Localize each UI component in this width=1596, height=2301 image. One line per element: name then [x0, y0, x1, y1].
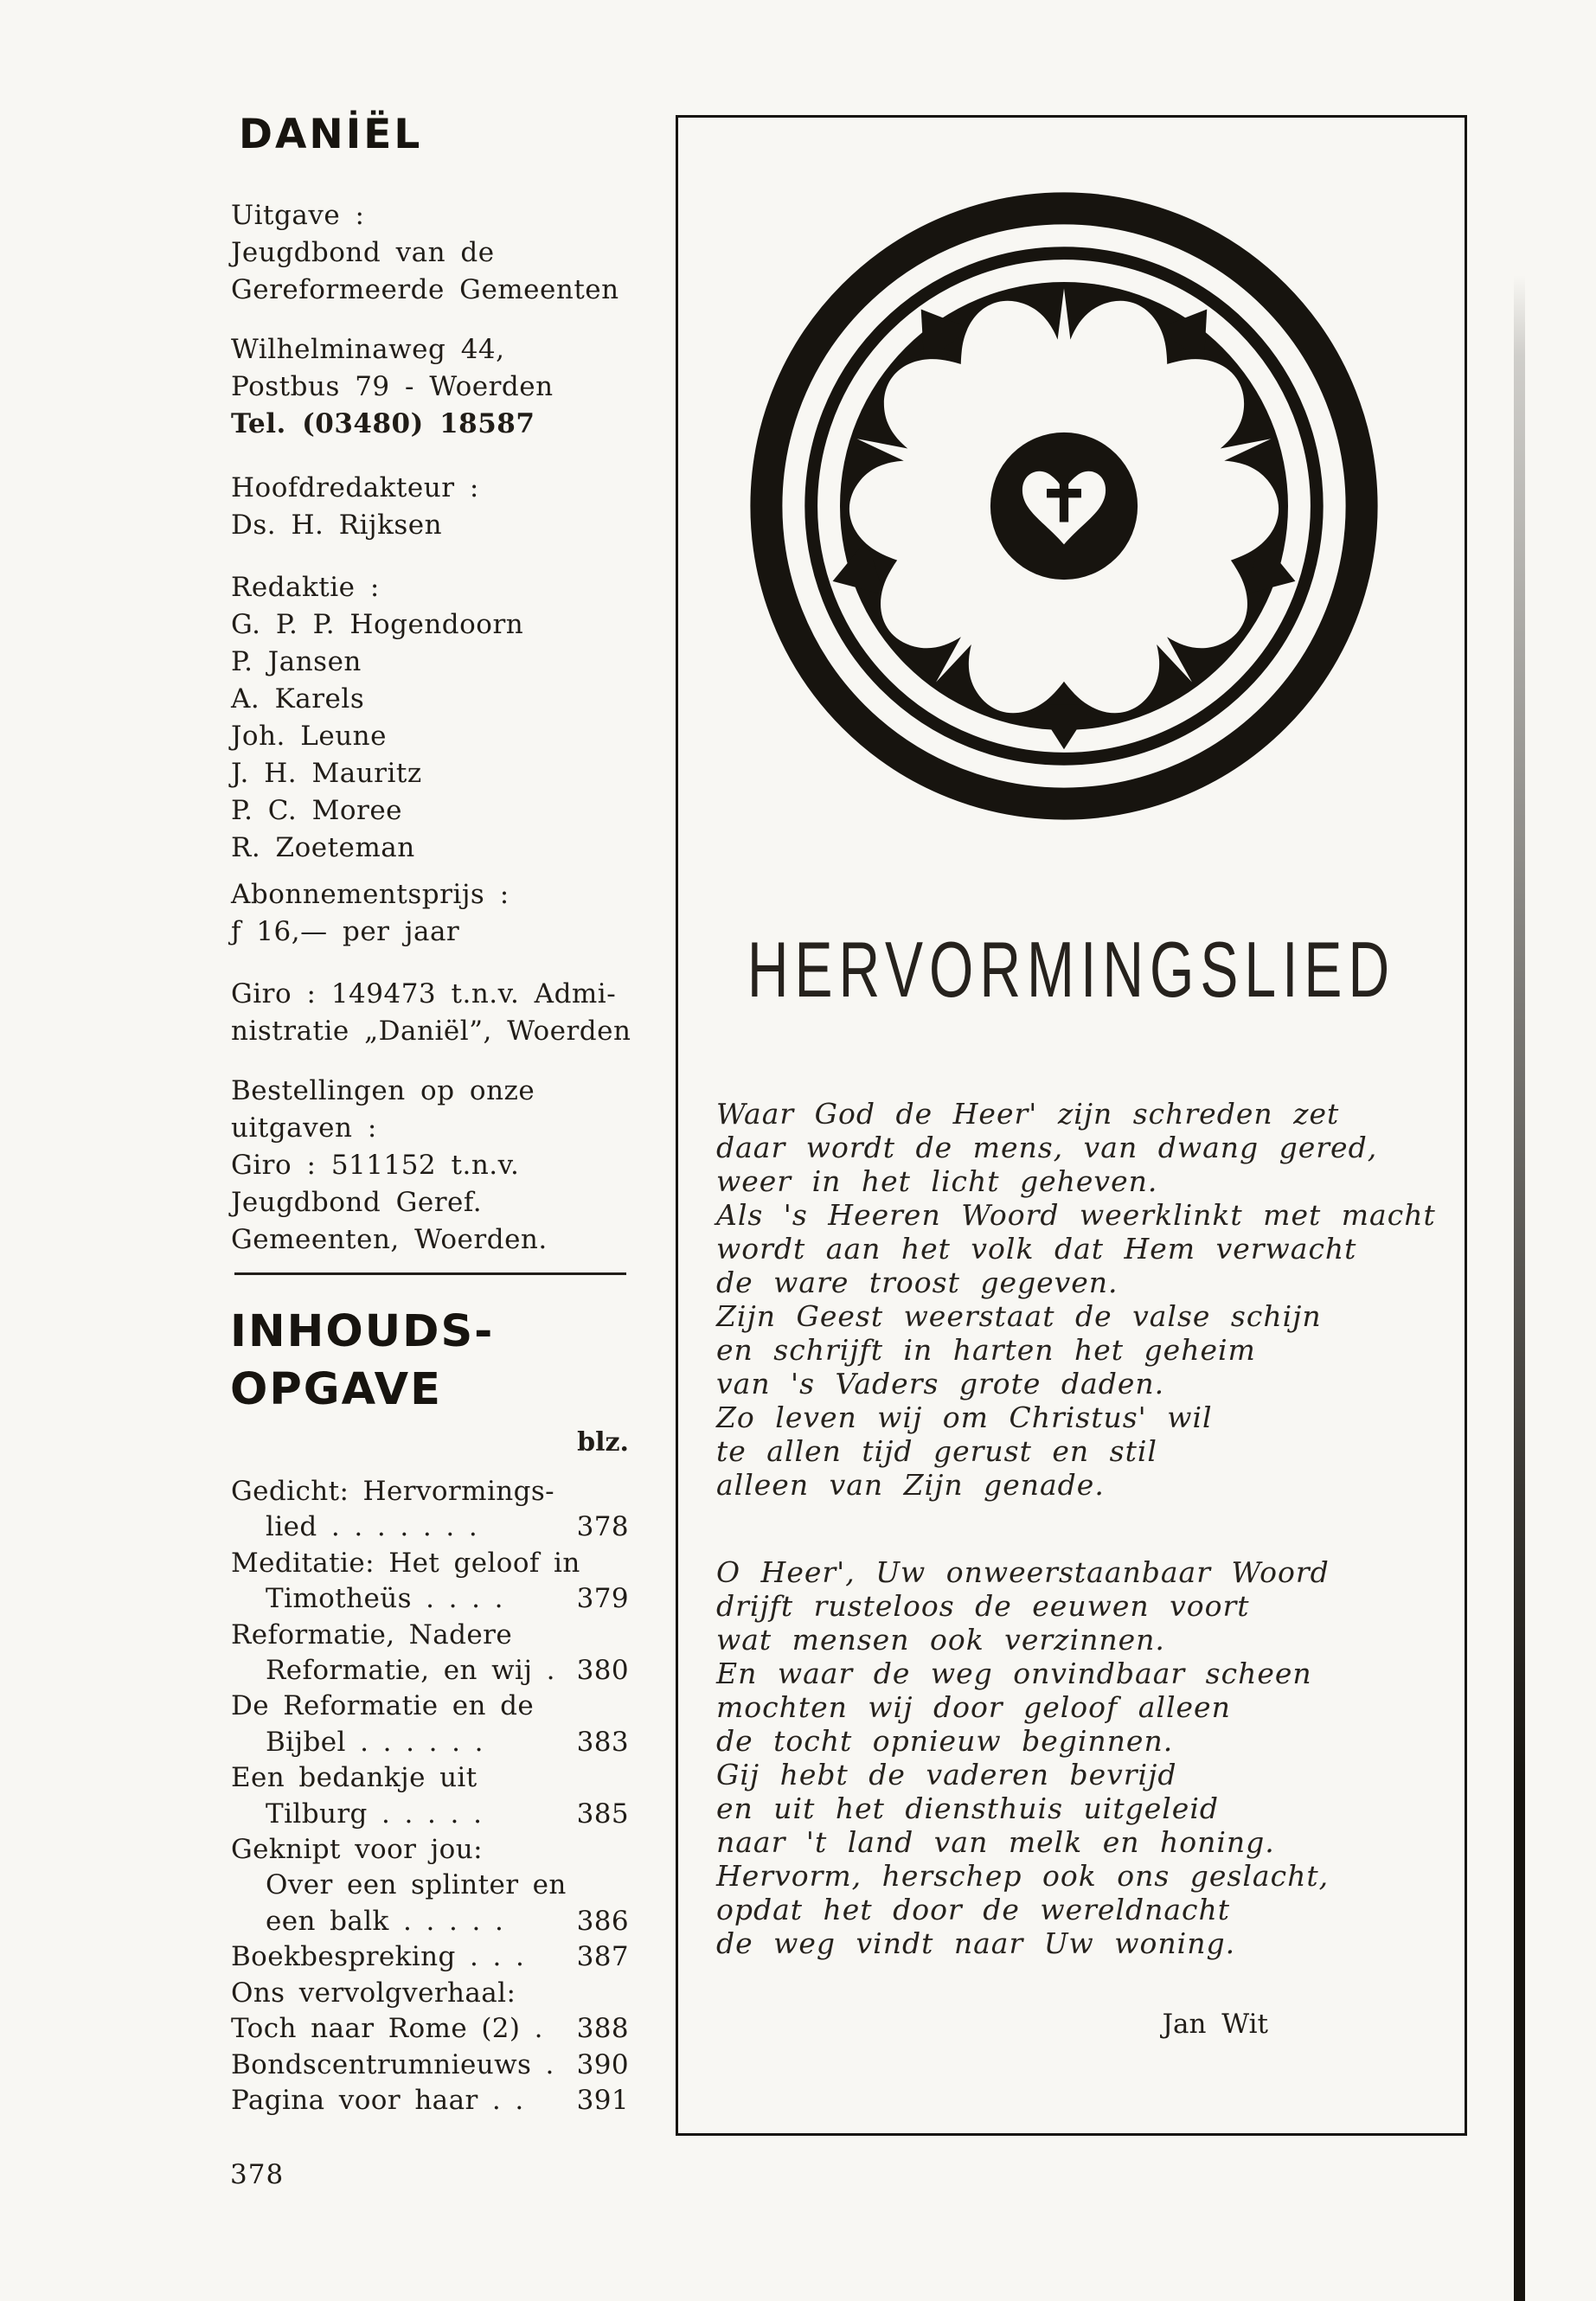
toc-row [231, 1904, 629, 1939]
toc-row [231, 2048, 629, 2083]
masthead-block-editors [231, 569, 646, 867]
poem-line: mochten wij door geloof alleen [716, 1690, 1231, 1724]
masthead-line: Postbus 79 - Woerden [231, 371, 554, 402]
poem-line: weer in het licht geheven. [716, 1164, 1158, 1198]
poem-line: En waar de weg onvindbaar scheen [716, 1657, 1312, 1690]
toc-row [231, 1546, 629, 1581]
masthead-line: A. Karels [231, 683, 365, 715]
toc-page-number: 379 [576, 1583, 629, 1615]
toc-page-number: 386 [576, 1905, 629, 1937]
poem-line: te allen tijd gerust en stil [716, 1434, 1157, 1468]
toc-entry-text: Meditatie: Het geloof in [231, 1547, 580, 1579]
toc-row [231, 2083, 629, 2118]
toc-entry-text: Toch naar Rome (2) . [231, 2013, 543, 2045]
toc-entry-text: De Reformatie en de [231, 1690, 535, 1722]
toc-row [231, 1509, 629, 1545]
toc-row [231, 1725, 629, 1760]
toc-heading-line2: OPGAVE [230, 1364, 442, 1415]
poem-line: Zo leven wij om Christus' wil [716, 1400, 1213, 1434]
masthead-line: ƒ 16,— per jaar [231, 916, 460, 947]
masthead-line: R. Zoeteman [231, 832, 415, 863]
poem-line: daar wordt de mens, van dwang gered, [716, 1131, 1378, 1164]
toc-row [231, 1868, 629, 1903]
toc-page-number: 387 [576, 1941, 629, 1973]
toc-row [231, 1797, 629, 1832]
toc-row [231, 1976, 629, 2011]
masthead-line: Giro : 511152 t.n.v. [231, 1150, 520, 1181]
masthead-line: P. C. Moree [231, 795, 403, 826]
poem-line: en schrijft in harten het geheim [716, 1333, 1256, 1367]
toc-entry-text: Pagina voor haar . . [231, 2084, 524, 2116]
masthead-line: Ds. H. Rijksen [231, 510, 443, 541]
toc-row [231, 1832, 629, 1868]
page-number: 378 [230, 2159, 285, 2190]
poem-author: Jan Wit [1162, 2009, 1268, 2040]
masthead-line: Hoofdredakteur : [231, 472, 479, 503]
magazine-logo: DANİËL [239, 111, 423, 158]
poem-line: wat mensen ook verzinnen. [716, 1623, 1165, 1657]
masthead-line: Gereformeerde Gemeenten [231, 274, 619, 305]
poem-line: Hervorm, herschep ook ons geslacht, [716, 1859, 1330, 1893]
masthead-line: Joh. Leune [231, 721, 387, 752]
toc-entry-text: lied . . . . . . . [266, 1511, 478, 1543]
toc-page-number: 390 [576, 2048, 629, 2080]
poem-line: en uit het diensthuis uitgeleid [716, 1791, 1219, 1825]
poem-stanza-2 [716, 1555, 1330, 1960]
poem-panel [676, 115, 1467, 2136]
poem-line: de tocht opnieuw beginnen. [716, 1724, 1174, 1758]
toc-row [231, 2011, 629, 2047]
toc-entry-text: Ons vervolgverhaal: [231, 1977, 516, 2009]
masthead-line: Abonnementsprijs : [231, 879, 510, 910]
toc-page-number: 385 [576, 1798, 629, 1830]
toc-entry-text: Een bedankje uit [231, 1762, 478, 1794]
masthead-line: Bestellingen op onze [231, 1075, 535, 1106]
toc-row [231, 1939, 629, 1975]
toc-row [231, 1581, 629, 1617]
toc-page-number: 378 [576, 1511, 629, 1543]
luther-rose-emblem [744, 186, 1384, 826]
scan-edge-artifact [1514, 275, 1525, 2301]
toc-rows [231, 1474, 629, 2118]
toc-entry-text: Boekbespreking . . . [231, 1941, 525, 1973]
poem-line: opdat het door de wereldnacht [716, 1893, 1231, 1926]
poem-line: van 's Vaders grote daden. [716, 1367, 1165, 1400]
toc-row [231, 1689, 629, 1724]
toc-entry-text: Gedicht: Hervormings- [231, 1476, 555, 1507]
poem-line: Zijn Geest weerstaat de valse schijn [716, 1299, 1322, 1333]
poem-line: O Heer', Uw onweerstaanbaar Woord [716, 1555, 1330, 1589]
toc-heading-line1: INHOUDS- [230, 1306, 495, 1357]
section-divider [234, 1272, 626, 1275]
toc-entry-text: Tilburg . . . . . [266, 1798, 483, 1830]
masthead-line: Uitgave : [231, 200, 365, 231]
toc-entry-text: Geknipt voor jou: [231, 1834, 483, 1866]
toc-page-number: 391 [576, 2084, 629, 2116]
toc-entry-text: Timotheüs . . . . [266, 1583, 503, 1615]
poem-title: HERVORMINGSLIED [747, 925, 1396, 1014]
toc-column-label: blz. [577, 1427, 629, 1458]
masthead-line: uitgaven : [231, 1112, 377, 1144]
toc-row [231, 1760, 629, 1796]
toc-entry-text: Over een splinter en [266, 1869, 567, 1901]
masthead-block-publisher [231, 197, 646, 309]
masthead-line: P. Jansen [231, 646, 362, 677]
masthead-line: Tel. (03480) 18587 [231, 408, 535, 439]
masthead-line: Redaktie : [231, 572, 380, 603]
poem-line: de weg vindt naar Uw woning. [716, 1926, 1236, 1960]
toc-entry-text: een balk . . . . . [266, 1905, 504, 1937]
toc-page-number: 383 [576, 1726, 629, 1758]
masthead-line: Giro : 149473 t.n.v. Admi- [231, 978, 617, 1009]
toc-entry-text: Reformatie, en wij . [266, 1655, 555, 1687]
toc-page-number: 388 [576, 2013, 629, 2045]
poem-stanza-1 [716, 1097, 1436, 1502]
poem-line: Waar God de Heer' zijn schreden zet [716, 1097, 1340, 1131]
masthead-line: J. H. Mauritz [231, 758, 422, 789]
toc-entry-text: Bijbel . . . . . . [266, 1726, 484, 1758]
toc-row [231, 1474, 629, 1509]
toc-row [231, 1618, 629, 1653]
masthead-block-orders [231, 1073, 646, 1259]
toc-heading [230, 1303, 494, 1419]
poem-line: drijft rusteloos de eeuwen voort [716, 1589, 1250, 1623]
masthead-line: nistratie „Daniël”, Woerden [231, 1016, 631, 1047]
poem-line: Als 's Heeren Woord weerklinkt met macht [716, 1198, 1436, 1232]
masthead-block-subscription [231, 876, 646, 951]
toc-row [231, 1653, 629, 1689]
masthead-block-address [231, 331, 646, 443]
toc-entry-text: Reformatie, Nadere [231, 1618, 513, 1650]
poem-line: wordt aan het volk dat Hem verwacht [716, 1232, 1357, 1266]
masthead-line: Wilhelminaweg 44, [231, 334, 505, 365]
masthead-block-giro-administration [231, 976, 646, 1050]
toc-entry-text: Bondscentrumnieuws . [231, 2048, 554, 2080]
poem-line: alleen van Zijn genade. [716, 1468, 1105, 1502]
poem-line: Gij hebt de vaderen bevrijd [716, 1758, 1177, 1791]
masthead-line: Gemeenten, Woerden. [231, 1224, 548, 1255]
masthead-line: Jeugdbond Geref. [231, 1187, 483, 1218]
masthead-line: Jeugdbond van de [231, 237, 495, 268]
toc-page-number: 380 [576, 1655, 629, 1687]
poem-line: de ware troost gegeven. [716, 1266, 1118, 1299]
poem-line: naar 't land van melk en honing. [716, 1825, 1275, 1859]
masthead-line: G. P. P. Hogendoorn [231, 609, 524, 640]
masthead-block-chief-editor [231, 470, 646, 544]
